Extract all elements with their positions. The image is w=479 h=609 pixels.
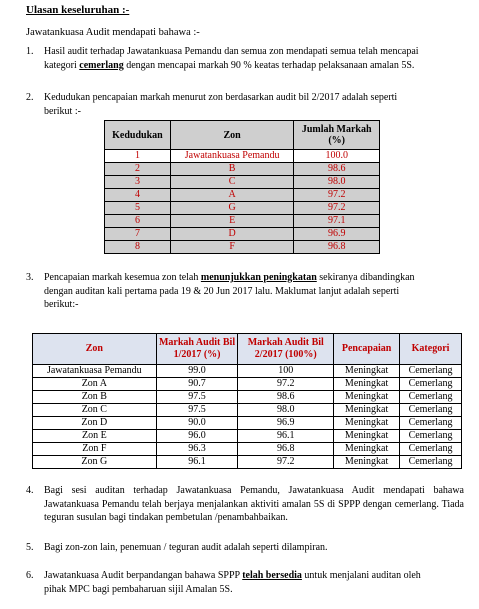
item-5: [26, 541, 466, 556]
achievement-cell: Meningkat: [334, 417, 400, 430]
table-row: [105, 215, 380, 228]
score-cell: 96.9: [294, 228, 380, 241]
item-2: [26, 91, 466, 121]
item-3-text: [44, 271, 464, 312]
item-3-pre: Pencapaian markah kesemua zon telah: [44, 272, 201, 283]
zone-cell: Jawatankuasa Pemandu: [33, 365, 157, 378]
item-1-post: dengan mencapai markah 90 % keatas terhadap pelaksanaan amalan 5S.: [123, 59, 415, 71]
table-row: [33, 404, 462, 417]
item-4-text: Bagi sesi auditan terhadap Jawatankuasa Pemandu, Jawatankuasa Audit mendapati bahawa Jawatankuasa Pemandu telah berjaya menjalankan aktiviti amalan 5S di SPPP dengan cemerlang. Tiada teguran susulan bagi tindakan pembetulan /penambahbaikan.: [44, 485, 464, 523]
header-kategori: Kategori: [400, 334, 462, 365]
score-cell: 98.0: [294, 176, 380, 189]
category-cell: Cemerlang: [400, 404, 462, 417]
achievement-cell: Meningkat: [334, 430, 400, 443]
zone-cell: F: [170, 241, 293, 254]
item-2-number: 2.: [26, 92, 34, 103]
score-bil2-cell: 96.1: [238, 430, 334, 443]
zone-cell: Zon E: [33, 430, 157, 443]
score-bil2-cell: 97.2: [238, 378, 334, 391]
zone-cell: B: [170, 163, 293, 176]
table-row: [33, 430, 462, 443]
item-3-bold: menunjukkan peningkatan: [200, 272, 317, 283]
table-row: [105, 150, 380, 163]
category-cell: Cemerlang: [400, 365, 462, 378]
item-2-text: [44, 91, 464, 118]
score-cell: 97.2: [294, 202, 380, 215]
score-bil1-cell: 90.7: [156, 378, 238, 391]
zone-cell: A: [170, 189, 293, 202]
rank-cell: 5: [105, 202, 171, 215]
rank-cell: 4: [105, 189, 171, 202]
score-bil2-cell: 96.9: [238, 417, 334, 430]
zone-cell: Zon F: [33, 443, 157, 456]
score-bil2-cell: 100: [238, 365, 334, 378]
item-3-line2: dengan auditan kali pertama pada 19 & 20 Jun 2017 lalu. Maklumat lanjut adalah seperti: [44, 285, 400, 297]
zone-cell: Zon A: [33, 378, 157, 391]
score-bil1-cell: 90.0: [156, 417, 238, 430]
achievement-cell: Meningkat: [334, 365, 400, 378]
item-1-text: [44, 45, 464, 72]
ranking-table-header: [105, 121, 380, 150]
achievement-cell: Meningkat: [334, 378, 400, 391]
zone-cell: Zon C: [33, 404, 157, 417]
table-row: [33, 443, 462, 456]
item-3-number: 3.: [26, 272, 34, 283]
item-6-line2: pihak MPC bagi pembaharuan sijil Amalan 5S.: [44, 583, 233, 595]
item-6-number: 6.: [26, 570, 34, 581]
score-cell: 98.6: [294, 163, 380, 176]
rank-cell: 3: [105, 176, 171, 189]
achievement-cell: Meningkat: [334, 391, 400, 404]
score-cell: 96.8: [294, 241, 380, 254]
score-bil2-cell: 98.6: [238, 391, 334, 404]
item-1-line1: Hasil audit terhadap Jawatankuasa Pemandu dan semua zon mendapati semua telah mencapai: [44, 46, 419, 57]
table-row: [105, 189, 380, 202]
zone-cell: Zon G: [33, 456, 157, 469]
category-cell: Cemerlang: [400, 417, 462, 430]
item-6-pre: Jawatankuasa Audit berpandangan bahawa SPPP: [44, 570, 243, 581]
intro-text: Jawatankuasa Audit mendapati bahawa :-: [26, 27, 200, 38]
score-bil1-cell: 96.1: [156, 456, 238, 469]
item-3: [26, 271, 466, 315]
item-6-text: [44, 569, 464, 596]
zone-cell: E: [170, 215, 293, 228]
comparison-table-header: [33, 334, 462, 365]
rank-cell: 6: [105, 215, 171, 228]
achievement-cell: Meningkat: [334, 443, 400, 456]
item-2-line2: berikut :-: [44, 105, 81, 117]
score-bil1-cell: 99.0: [156, 365, 238, 378]
item-3-line3: berikut:-: [44, 299, 79, 310]
category-cell: Cemerlang: [400, 430, 462, 443]
header-kedudukan: Kedudukan: [105, 121, 171, 150]
category-cell: Cemerlang: [400, 456, 462, 469]
header-markah-bil-1: Markah Audit Bil 1/2017 (%): [156, 334, 238, 365]
item-4-number: 4.: [26, 485, 34, 496]
score-bil1-cell: 97.5: [156, 404, 238, 417]
score-cell: 97.1: [294, 215, 380, 228]
score-bil2-cell: 96.8: [238, 443, 334, 456]
score-bil1-cell: 96.0: [156, 430, 238, 443]
header-zon: Zon: [170, 121, 293, 150]
zone-cell: Zon D: [33, 417, 157, 430]
table-row: [105, 176, 380, 189]
table-row: [105, 228, 380, 241]
item-3-line1: [44, 271, 464, 285]
score-cell: 100.0: [294, 150, 380, 163]
rank-cell: 1: [105, 150, 171, 163]
item-4: [26, 484, 466, 528]
rank-cell: 2: [105, 163, 171, 176]
item-1-pre: kategori: [44, 59, 80, 71]
score-cell: 97.2: [294, 189, 380, 202]
item-2-line1: Kedudukan pencapaian markah menurut zon berdasarkan audit bil 2/2017 adalah seperti: [44, 92, 398, 103]
rank-cell: 7: [105, 228, 171, 241]
item-1-number: 1.: [26, 46, 34, 57]
comparison-table: [32, 333, 462, 469]
zone-cell: Jawatankuasa Pemandu: [170, 150, 293, 163]
category-cell: Cemerlang: [400, 378, 462, 391]
header-zon: Zon: [33, 334, 157, 365]
table-row: [105, 163, 380, 176]
header-jumlah-markah: Jumlah Markah (%): [294, 121, 380, 150]
achievement-cell: Meningkat: [334, 456, 400, 469]
item-5-text: Bagi zon-zon lain, penemuan / teguran audit adalah seperti dilampiran.: [44, 542, 328, 553]
item-3-post: sekiranya dibandingkan: [316, 272, 415, 283]
category-cell: Cemerlang: [400, 443, 462, 456]
score-bil1-cell: 97.5: [156, 391, 238, 404]
item-5-number: 5.: [26, 542, 34, 553]
header-markah-bil-2: Markah Audit Bil 2/2017 (100%): [238, 334, 334, 365]
item-1: [26, 45, 466, 75]
zone-cell: Zon B: [33, 391, 157, 404]
table-row: [33, 417, 462, 430]
item-6-bold: telah bersedia: [242, 570, 302, 581]
header-pencapaian: Pencapaian: [334, 334, 400, 365]
zone-cell: C: [170, 176, 293, 189]
item-6: [26, 569, 466, 599]
table-row: [33, 378, 462, 391]
score-bil2-cell: 98.0: [238, 404, 334, 417]
score-bil2-cell: 97.2: [238, 456, 334, 469]
category-cell: Cemerlang: [400, 391, 462, 404]
table-row: [105, 241, 380, 254]
item-1-line2: [44, 59, 464, 73]
item-6-post: untuk menjalani auditan oleh: [301, 570, 421, 581]
achievement-cell: Meningkat: [334, 404, 400, 417]
rank-cell: 8: [105, 241, 171, 254]
zone-cell: G: [170, 202, 293, 215]
item-1-bold: cemerlang: [79, 59, 124, 71]
ranking-table: [104, 120, 380, 254]
page-heading: Ulasan keseluruhan :-: [26, 4, 130, 16]
score-bil1-cell: 96.3: [156, 443, 238, 456]
zone-cell: D: [170, 228, 293, 241]
table-row: [33, 391, 462, 404]
table-row: [105, 202, 380, 215]
table-row: [33, 456, 462, 469]
table-row: [33, 365, 462, 378]
item-6-line1: [44, 569, 464, 583]
